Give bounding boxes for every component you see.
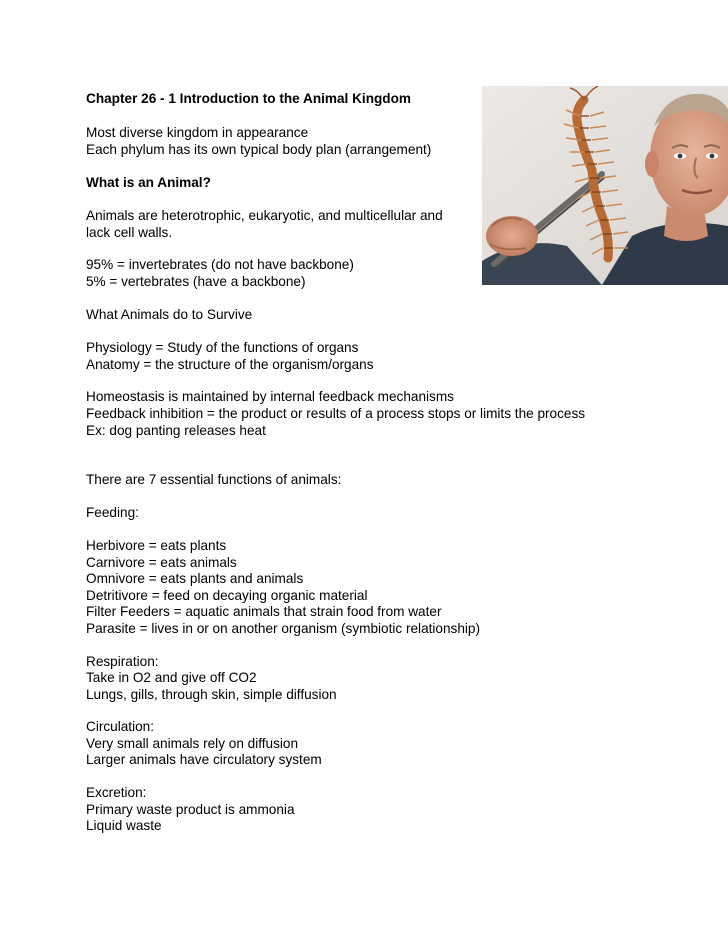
circulation-line-2: Larger animals have circulatory system — [86, 752, 322, 767]
survive-heading: What Animals do to Survive — [86, 307, 253, 322]
anatomy-line: Anatomy = the structure of the organism/organs — [86, 357, 374, 372]
definition-line-2: lack cell walls. — [86, 225, 173, 240]
feeding-heading: Feeding: — [86, 505, 139, 520]
homeostasis-line: Homeostasis is maintained by internal feedback mechanisms — [86, 389, 454, 404]
chapter-title: Chapter 26 - 1 Introduction to the Animal Kingdom — [86, 91, 411, 106]
definition-line-1: Animals are heterotrophic, eukaryotic, and multicellular and — [86, 208, 443, 223]
excretion-line-1: Primary waste product is ammonia — [86, 802, 295, 817]
carnivore-line: Carnivore = eats animals — [86, 555, 237, 570]
functions-intro: There are 7 essential functions of animals: — [86, 472, 342, 487]
parasite-line: Parasite = lives in or on another organism (symbiotic relationship) — [86, 621, 481, 636]
circulation-line-1: Very small animals rely on diffusion — [86, 736, 299, 751]
respiration-line-1: Take in O2 and give off CO2 — [86, 670, 257, 685]
respiration-line-2: Lungs, gills, through skin, simple diffusion — [86, 687, 337, 702]
respiration-heading: Respiration: — [86, 654, 159, 669]
circulation-heading: Circulation: — [86, 719, 154, 734]
omnivore-line: Omnivore = eats plants and animals — [86, 571, 304, 586]
centipede-photo — [482, 86, 728, 285]
herbivore-line: Herbivore = eats plants — [86, 538, 227, 553]
vertebrates-line: 5% = vertebrates (have a backbone) — [86, 274, 306, 289]
invertebrates-line: 95% = invertebrates (do not have backbone) — [86, 257, 354, 272]
intro-line-2: Each phylum has its own typical body plan (arrangement) — [86, 142, 432, 157]
feedback-inhibition-line: Feedback inhibition = the product or results of a process stops or limits the process — [86, 406, 586, 421]
filter-feeders-line: Filter Feeders = aquatic animals that strain food from water — [86, 604, 442, 619]
excretion-line-2: Liquid waste — [86, 818, 162, 833]
example-line: Ex: dog panting releases heat — [86, 423, 266, 438]
what-is-animal-heading: What is an Animal? — [86, 175, 211, 190]
intro-line-1: Most diverse kingdom in appearance — [86, 125, 309, 140]
physiology-line: Physiology = Study of the functions of organs — [86, 340, 359, 355]
detritivore-line: Detritivore = feed on decaying organic material — [86, 588, 368, 603]
centipede-photo-illustration — [482, 86, 728, 285]
excretion-heading: Excretion: — [86, 785, 147, 800]
